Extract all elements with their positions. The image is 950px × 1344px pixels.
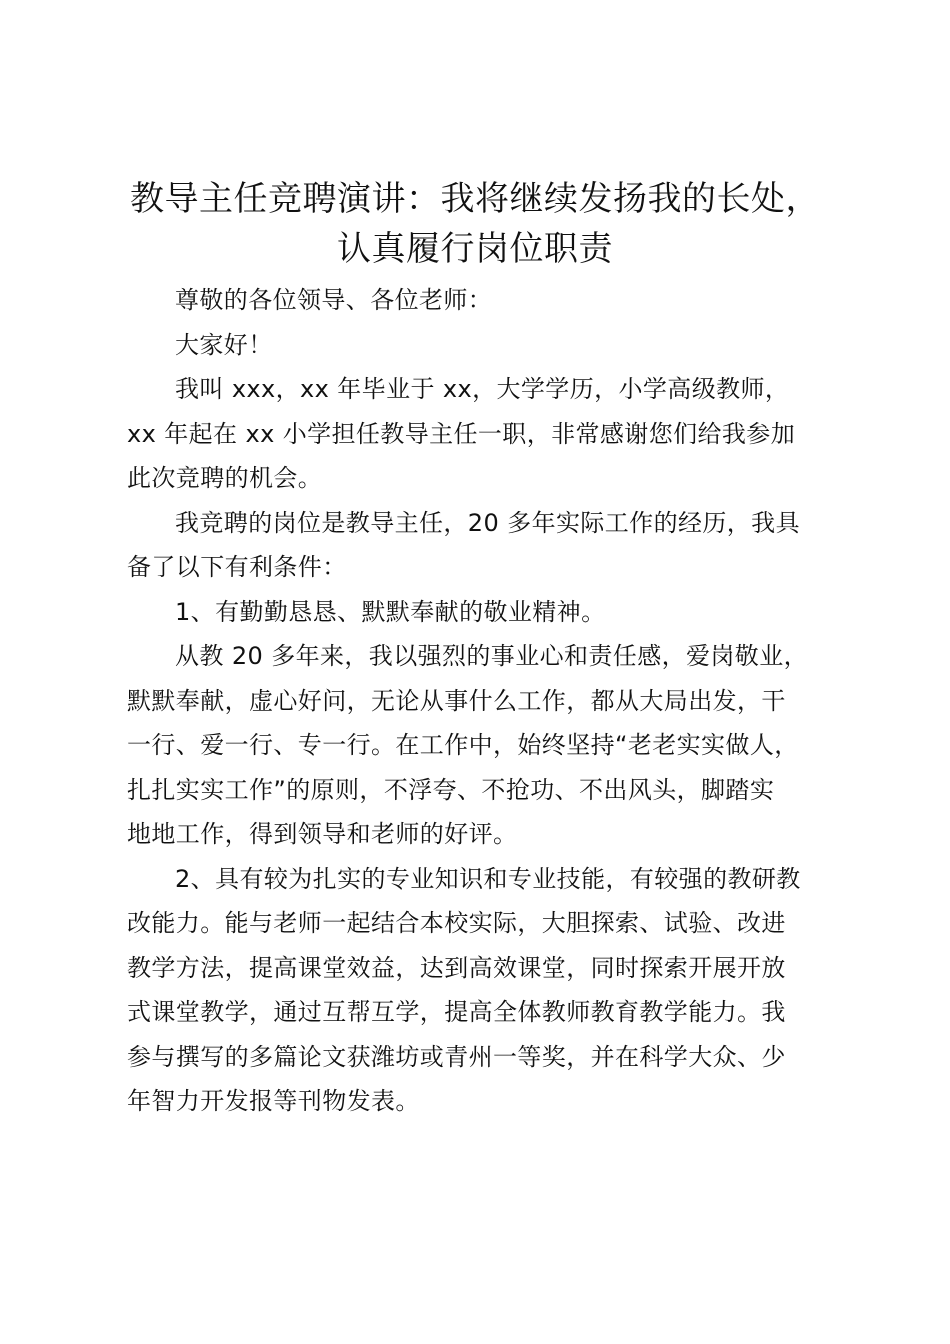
text-line: xx 年起在 xx 小学担任教导主任一职，非常感谢您们给我参加 bbox=[127, 419, 796, 448]
text-line: 扎扎实实工作”的原则，不浮夸、不抢功、不出风头，脚踏实 bbox=[127, 775, 775, 804]
text-line: 大家好！ bbox=[175, 330, 273, 359]
text-line: 此次竞聘的机会。 bbox=[127, 464, 323, 492]
paragraph-greeting bbox=[127, 323, 835, 368]
text-line: 式课堂教学，通过互帮互学，提高全体教师教育教学能力。我 bbox=[127, 998, 786, 1026]
text-line: 从教 20 多年来，我以强烈的事业心和责任感，爱岗敬业， bbox=[175, 642, 808, 670]
document-body bbox=[127, 278, 835, 1124]
paragraph-position bbox=[127, 501, 835, 590]
document-title bbox=[110, 174, 840, 274]
text-line: 1、有勤勤恳恳、默默奉献的敬业精神。 bbox=[175, 597, 606, 626]
text-line: 默默奉献，虚心好问，无论从事什么工作，都从大局出发，干 bbox=[127, 686, 786, 715]
text-line: 2、具有较为扎实的专业知识和专业技能，有较强的教研教 bbox=[175, 864, 801, 893]
paragraph-point-1-heading bbox=[127, 590, 835, 635]
text-line: 改能力。能与老师一起结合本校实际，大胆探索、试验、改进 bbox=[127, 909, 786, 937]
text-line: 我叫 xxx，xx 年毕业于 xx，大学学历，小学高级教师， bbox=[175, 375, 790, 403]
text-line: 尊敬的各位领导、各位老师： bbox=[175, 286, 493, 314]
paragraph-salutation bbox=[127, 278, 835, 323]
title-line: 教导主任竞聘演讲：我将继续发扬我的长处， bbox=[130, 179, 820, 219]
text-line: 教学方法，提高课堂效益，达到高效课堂，同时探索开展开放 bbox=[127, 953, 786, 982]
text-line: 地地工作，得到领导和老师的好评。 bbox=[127, 820, 518, 848]
text-line: 参与撰写的多篇论文获潍坊或青州一等奖，并在科学大众、少 bbox=[127, 1042, 786, 1071]
title-line: 认真履行岗位职责 bbox=[337, 229, 613, 269]
paragraph-point-1-detail bbox=[127, 634, 835, 857]
text-line: 一行、爱一行、专一行。在工作中，始终坚持“老老实实做人， bbox=[127, 731, 799, 759]
text-line: 我竞聘的岗位是教导主任，20 多年实际工作的经历，我具 bbox=[175, 508, 800, 537]
text-line: 年智力开发报等刊物发表。 bbox=[127, 1087, 420, 1115]
paragraph-point-2 bbox=[127, 857, 835, 1124]
text-line: 备了以下有利条件： bbox=[127, 553, 347, 581]
paragraph-introduction bbox=[127, 367, 835, 501]
